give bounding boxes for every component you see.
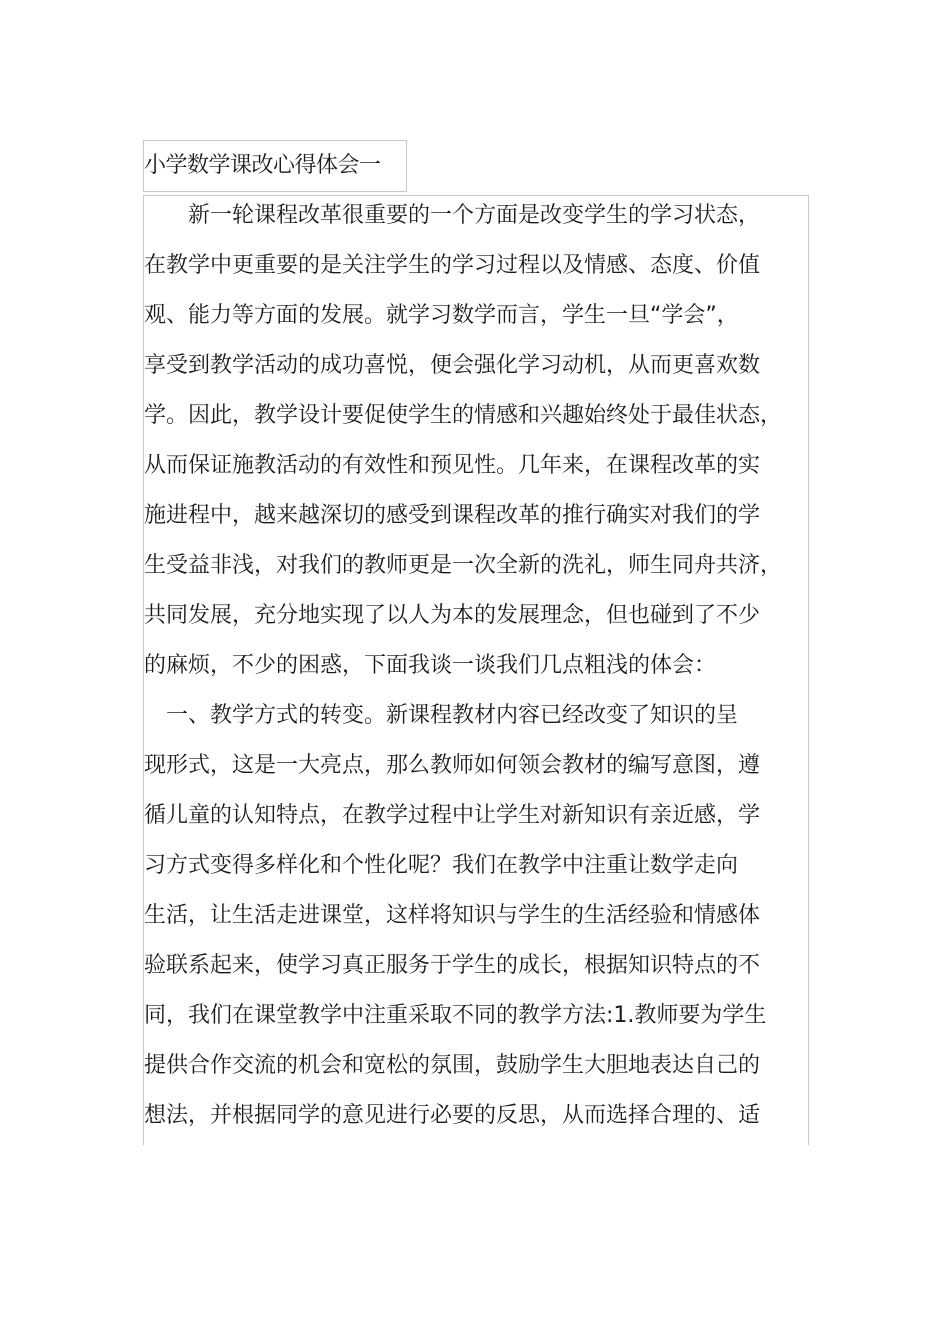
paragraph-line: 观、能力等方面的发展。就学习数学而言，学生一旦“学会”，	[144, 303, 739, 328]
paragraph-line: 习方式变得多样化和个性化呢？我们在教学中注重让数学走向	[144, 853, 739, 878]
paragraph-line: 从而保证施教活动的有效性和预见性。几年来，在课程改革的实	[144, 453, 761, 478]
paragraph-line: 循儿童的认知特点，在教学过程中让学生对新知识有亲近感，学	[144, 803, 761, 828]
paragraph-line: 享受到教学活动的成功喜悦，便会强化学习动机，从而更喜欢数	[144, 353, 761, 378]
paragraph-line: 想法，并根据同学的意见进行必要的反思，从而选择合理的、适	[144, 1103, 761, 1128]
paragraph-line: 提供合作交流的机会和宽松的氛围，鼓励学生大胆地表达自己的	[144, 1053, 761, 1078]
paragraph-line: 学。因此，教学设计要促使学生的情感和兴趣始终处于最佳状态，	[144, 403, 783, 428]
document-body	[143, 195, 809, 1145]
paragraph-line: 同，我们在课堂教学中注重采取不同的教学方法:1.教师要为学生	[144, 1003, 767, 1028]
paragraph-line: 生受益非浅，对我们的教师更是一次全新的洗礼，师生同舟共济，	[144, 553, 783, 578]
paragraph-line: 一、教学方式的转变。新课程教材内容已经改变了知识的呈	[144, 703, 739, 728]
paragraph-line: 共同发展，充分地实现了以人为本的发展理念，但也碰到了不少	[144, 603, 761, 628]
paragraph-line: 生活，让生活走进课堂，这样将知识与学生的生活经验和情感体	[144, 903, 761, 928]
paragraph-line: 现形式，这是一大亮点，那么教师如何领会教材的编写意图，遵	[144, 753, 761, 778]
paragraph-line: 的麻烦，不少的困惑，下面我谈一谈我们几点粗浅的体会：	[144, 653, 717, 678]
paragraph-line: 验联系起来，使学习真正服务于学生的成长，根据知识特点的不	[144, 953, 761, 978]
paragraph-line: 施进程中，越来越深切的感受到课程改革的推行确实对我们的学	[144, 503, 761, 528]
paragraph-line: 新一轮课程改革很重要的一个方面是改变学生的学习状态，	[144, 203, 761, 228]
paragraph-line: 在教学中更重要的是关注学生的学习过程以及情感、态度、价值	[144, 253, 761, 278]
document-title: 小学数学课改心得体会一	[143, 140, 407, 192]
